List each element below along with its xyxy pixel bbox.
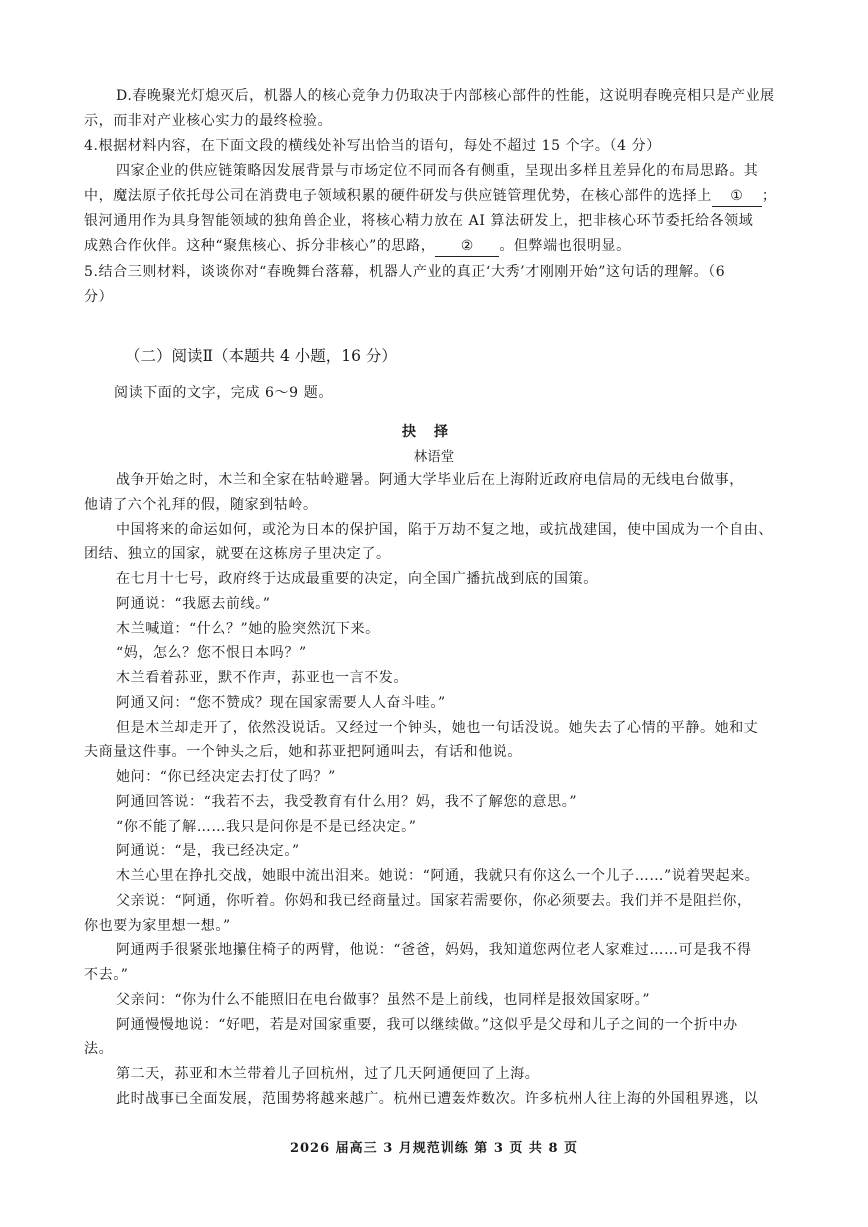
story-line: 阿通慢慢地说：“好吧，若是对国家重要，我可以继续做。”这似乎是父母和儿子之间的一个折中办 xyxy=(116,1016,738,1033)
q4-passage-line4: 成熟合作伙伴。这种“聚焦核心、拆分非核心”的思路， ② 。但弊端也很明显。 xyxy=(84,236,784,257)
story-line: 父亲问：“你为什么不能照旧在电台做事？虽然不是上前线，也同样是报效国家呀。” xyxy=(116,991,651,1008)
story-line: 阿通又问：“您不赞成？现在国家需要人人奋斗哇。” xyxy=(116,694,446,711)
story-line: 在七月十七号，政府终于达成最重要的决定，向全国广播抗战到底的国策。 xyxy=(116,571,598,587)
story-line: 你也要为家里想一想。” xyxy=(84,917,231,934)
q3-option-d-line1: D.春晚聚光灯熄灭后，机器人的核心竞争力仍取决于内部核心部件的性能，这说明春晚亮相只是产业展 xyxy=(116,88,775,104)
story-line: 她问：“你已经决定去打仗了吗？” xyxy=(116,769,336,785)
story-line: 法。 xyxy=(84,1041,114,1058)
q5-prompt-line1: 5.结合三则材料，谈谈你对“春晚舞台落幕，机器人产业的真正‘大秀’才刚刚开始”这句话的理解。（6 xyxy=(84,264,726,280)
story-line: 团结、独立的国家，就要在这栋房子里决定了。 xyxy=(84,546,391,563)
story-line: 但是木兰却走开了，依然没说话。又经过一个钟头，她也一句话没说。她失去了心情的平静。她和丈 xyxy=(116,719,759,736)
story-line: 阿通说：“是，我已经决定。” xyxy=(116,843,300,860)
q4-prompt: 4.根据材料内容，在下面文段的横线处补写出恰当的语句，每处不超过 15 个字。（4 分） xyxy=(84,138,661,154)
story-line: 战争开始之时，木兰和全家在牯岭避暑。阿通大学毕业后在上海附近政府电信局的无线电台做事， xyxy=(116,472,744,488)
story-title: 抉择 xyxy=(402,424,466,440)
story-line: 不去。” xyxy=(84,967,129,983)
story-line: 中国将来的命运如何，或沦为日本的保护国，陷于万劫不复之地，或抗战建国，使中国成为一个自由、 xyxy=(116,521,773,538)
story-line: 木兰心里在挣扎交战，她眼中流出泪来。她说：“阿通，我就只有你这么一个儿子……”说着哭起来。 xyxy=(116,868,760,884)
q4-passage-line1: 四家企业的供应链策略因发展背景与市场定位不同而各有侧重，呈现出多样且差异化的布局思路。其 xyxy=(116,163,759,179)
story-line: 第二天，荪亚和木兰带着儿子回杭州，过了几天阿通便回了上海。 xyxy=(116,1066,540,1082)
story-line: 他请了六个礼拜的假，随家到牯岭。 xyxy=(84,496,318,513)
story-line: 夫商量这件事。一个钟头之后，她和荪亚把阿通叫去，有话和他说。 xyxy=(84,744,522,761)
story-line: 木兰喊道：“什么？”她的脸突然沉下来。 xyxy=(116,620,380,637)
story-line: 此时战事已全面发展，范围势将越来越广。杭州已遭轰炸数次。许多杭州人往上海的外国租界逃，以 xyxy=(116,1090,759,1107)
story-author: 林语堂 xyxy=(413,449,455,465)
q4-passage-line2: 中，魔法原子依托母公司在消费电子领域积累的硬件研发与供应链管理优势，在核心部件的选择上 ① ； xyxy=(84,186,784,207)
story-line: “你不能了解……我只是问你是不是已经决定。” xyxy=(116,818,417,835)
q4-blank-2: ② xyxy=(435,236,499,257)
section-instruction: 阅读下面的文字，完成 6～9 题。 xyxy=(114,385,333,401)
story-line: “妈，怎么？您不恨日本吗？” xyxy=(116,645,307,662)
q5-prompt-line2: 分） xyxy=(84,289,114,305)
section-heading: （二）阅读Ⅱ（本题共 4 小题，16 分） xyxy=(125,347,397,365)
story-line: 阿通回答说：“我若不去，我受教育有什么用？妈，我不了解您的意思。” xyxy=(116,793,578,810)
story-line: 木兰看着荪亚，默不作声，荪亚也一言不发。 xyxy=(116,670,408,686)
story-line: 父亲说：“阿通，你听着。你妈和我已经商量过。国家若需要你，你必须要去。我们并不是阻拦你， xyxy=(116,892,752,909)
story-line: 阿通两手很紧张地攥住椅子的两臂，他说：“爸爸，妈妈，我知道您两位老人家难过……可是我不得 xyxy=(116,942,752,959)
page-footer: 2026 届高三 3 月规范训练 第 3 页 共 8 页 xyxy=(289,1141,579,1156)
q3-option-d-line2: 示，而非对产业核心实力的最终检验。 xyxy=(84,113,333,129)
story-line: 阿通说：“我愿去前线。” xyxy=(116,595,271,612)
q4-blank-1: ① xyxy=(712,186,762,207)
q4-passage-line3: 银河通用作为具身智能领域的独角兽企业，将核心精力放在 AI 算法研发上，把非核心环节委托给各领域 xyxy=(84,213,754,229)
